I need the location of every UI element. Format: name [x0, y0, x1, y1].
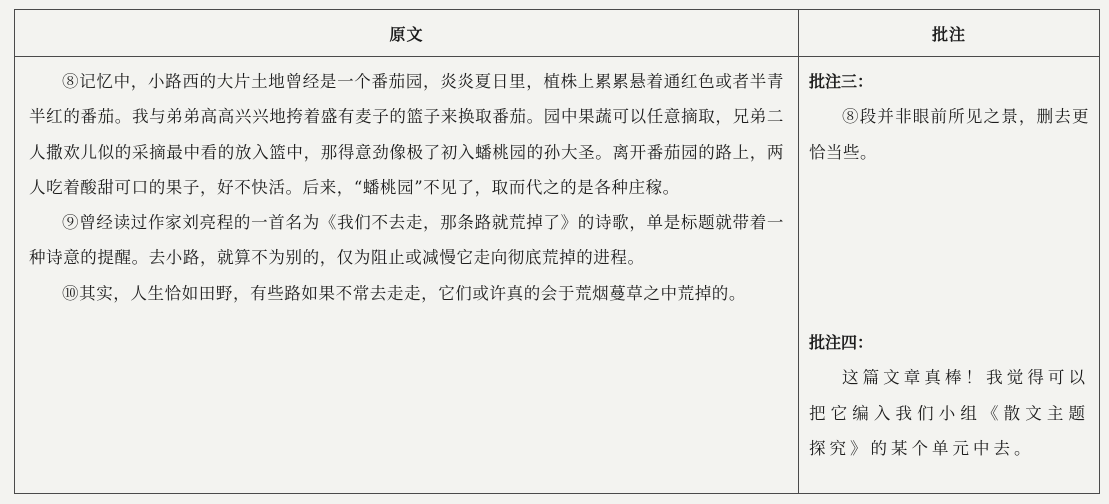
annotation-column-header: 批注: [799, 10, 1100, 57]
table-body-row: [15, 57, 1100, 494]
paragraph-8: ⑧记忆中，小路西的大片土地曾经是一个番茄园，炎炎夏日里，植株上累累悬着通红色或者半青半红的番茄。我与弟弟高高兴兴地挎着盛有麦子的篮子来换取番茄。园中果蔬可以任意摘取，兄弟二人撒欢儿似的采摘最中看的放入篮中，那得意劲像极了初入蟠桃园的孙大圣。离开番茄园的路上，两人吃着酸甜可口的果子，好不快活。后来，“蟠桃园”不见了，取而代之的是各种庄稼。: [29, 72, 784, 197]
annotation-table: [14, 9, 1100, 494]
annotation-4-title: 批注四：: [809, 333, 874, 352]
original-text-cell: [15, 57, 799, 494]
annotation-4: [809, 325, 1089, 466]
annotation-4-body: 这篇文章真棒！我觉得可以把它编入我们小组《散文主题探究》的某个单元中去。: [809, 368, 1089, 458]
annotation-3: [809, 64, 1089, 170]
paragraph-10: ⑩其实，人生恰如田野，有些路如果不常去走走，它们或许真的会于荒烟蔓草之中荒掉的。: [62, 283, 746, 303]
original-column-header: 原文: [15, 10, 799, 57]
annotation-cell: [799, 57, 1100, 494]
annotation-3-title: 批注三：: [809, 72, 874, 91]
annotation-notes: [799, 57, 1099, 493]
table-header-row: [15, 10, 1100, 57]
annotation-3-body: ⑧段并非眼前所见之景，删去更恰当些。: [809, 107, 1089, 162]
paragraph-9: ⑨曾经读过作家刘亮程的一首名为《我们不去走，那条路就荒掉了》的诗歌，单是标题就带着一种诗意的提醒。去小路，就算不为别的，仅为阻止或减慢它走向彻底荒掉的进程。: [29, 213, 784, 268]
original-text: [15, 57, 798, 311]
